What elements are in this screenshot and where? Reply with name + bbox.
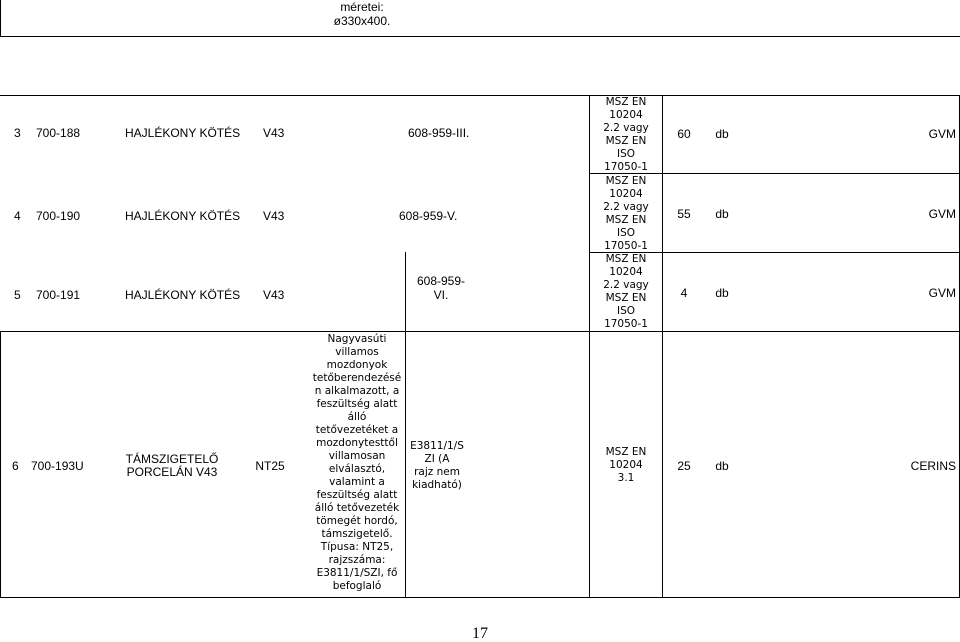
description-line: mozdonytesttől — [316, 437, 398, 449]
standard-line: 3.1 — [617, 472, 635, 484]
unit: db — [715, 458, 729, 473]
description-line: álló tetővezeték — [314, 502, 400, 514]
standard-line: MSZ EN — [605, 175, 647, 187]
item-reference — [408, 440, 466, 492]
item-name: HAJLÉKONY KÖTÉS — [125, 287, 241, 302]
standard-line: 10204 — [609, 459, 643, 471]
description-line: mozdonyok — [326, 359, 388, 371]
item-name: HAJLÉKONY KÖTÉS — [125, 208, 241, 223]
standard-line: ISO — [616, 148, 636, 160]
item-type: V43 — [263, 208, 285, 223]
description-line: álló — [347, 411, 367, 423]
unit: db — [715, 126, 729, 141]
table-border-top — [0, 95, 960, 96]
item-name-line: TÁMSZIGETELŐ — [125, 452, 219, 466]
item-name — [118, 453, 226, 479]
description-line: n alkalmazott, a — [314, 385, 400, 397]
description-line: Nagyvasúti — [327, 333, 387, 345]
row-separator — [0, 331, 960, 332]
quantity: 60 — [677, 126, 691, 141]
item-code: 700-188 — [36, 125, 81, 140]
standard-line: 17050-1 — [604, 240, 648, 252]
standard-line: 2.2 vagy — [603, 279, 649, 291]
page-number: 17 — [472, 624, 488, 642]
top-fragment — [319, 0, 405, 32]
supplier: GVM — [928, 206, 956, 221]
col-separator — [662, 95, 663, 598]
unit: db — [715, 206, 729, 221]
description-line: támszigetelő. — [321, 528, 393, 540]
reference-line: ZI (A — [424, 453, 450, 465]
standard-line: MSZ EN — [605, 135, 647, 147]
standard-line: MSZ EN — [605, 292, 647, 304]
row-number: 3 — [14, 125, 21, 140]
item-reference — [406, 274, 476, 302]
description-line: E3811/1/SZI, fő — [316, 567, 398, 579]
standard-cell — [590, 96, 662, 174]
standard-line: 2.2 vagy — [603, 122, 649, 134]
description-line: tetővezetéket a — [315, 424, 399, 436]
description-line: villamosan — [328, 450, 386, 462]
row-number: 5 — [14, 287, 21, 302]
standard-line: ISO — [616, 227, 636, 239]
standard-line: 10204 — [609, 188, 643, 200]
table-border-bottom — [0, 597, 960, 598]
standard-line: 2.2 vagy — [603, 201, 649, 213]
standard-cell — [590, 446, 662, 485]
description-line: befoglaló — [332, 580, 382, 592]
standard-line: 10204 — [609, 109, 643, 121]
table-border-top-fragment — [0, 36, 960, 37]
table-border-left — [0, 0, 1, 36]
standard-line: MSZ EN — [605, 214, 647, 226]
item-reference: 608-959-III. — [408, 125, 470, 140]
standard-line: MSZ EN — [605, 446, 647, 458]
description-line: valamint a — [329, 476, 385, 488]
standard-line: 17050-1 — [604, 161, 648, 173]
standard-line: MSZ EN — [605, 96, 647, 108]
supplier: GVM — [928, 126, 956, 141]
quantity: 4 — [680, 285, 688, 300]
top-fragment-line: ø330x400. — [333, 14, 391, 28]
row-number: 6 — [12, 458, 19, 473]
reference-line: kiadható) — [412, 479, 462, 491]
item-description — [306, 333, 408, 593]
item-code: 700-190 — [36, 208, 81, 223]
supplier: GVM — [928, 285, 956, 300]
reference-line: VI. — [433, 288, 449, 302]
reference-line: E3811/1/S — [410, 440, 464, 452]
reference-line: 608-959- — [416, 274, 466, 288]
item-type: NT25 — [255, 458, 285, 473]
standard-line: 10204 — [609, 266, 643, 278]
item-reference: 608-959-V. — [399, 208, 458, 223]
item-code: 700-193U — [31, 458, 84, 473]
standard-cell — [590, 175, 662, 253]
row-number: 4 — [14, 208, 21, 223]
standard-line: MSZ EN — [605, 253, 647, 265]
description-line: elválasztó, — [328, 463, 386, 475]
reference-line: rajz nem — [414, 466, 460, 478]
standard-line: 17050-1 — [604, 318, 648, 330]
item-name-line: PORCELÁN V43 — [126, 465, 218, 479]
supplier: CERINS — [910, 458, 956, 473]
quantity: 25 — [677, 458, 691, 473]
standard-line: ISO — [616, 305, 636, 317]
top-fragment-line: méretei: — [340, 0, 384, 14]
item-type: V43 — [263, 125, 285, 140]
description-line: villamos — [335, 346, 379, 358]
standard-cell — [590, 253, 662, 331]
item-type: V43 — [263, 287, 285, 302]
description-line: Típusa: NT25, — [320, 541, 394, 553]
description-line: feszültség alatt — [316, 489, 398, 501]
item-name: HAJLÉKONY KÖTÉS — [125, 125, 241, 140]
description-line: rajzszáma: — [328, 554, 386, 566]
item-code: 700-191 — [36, 287, 81, 302]
col-separator — [0, 331, 1, 598]
description-line: tetőberendezésé — [312, 372, 402, 384]
unit: db — [715, 285, 729, 300]
description-line: feszültség alatt — [316, 398, 398, 410]
quantity: 55 — [677, 206, 691, 221]
description-line: tömegét hordó, — [316, 515, 398, 527]
